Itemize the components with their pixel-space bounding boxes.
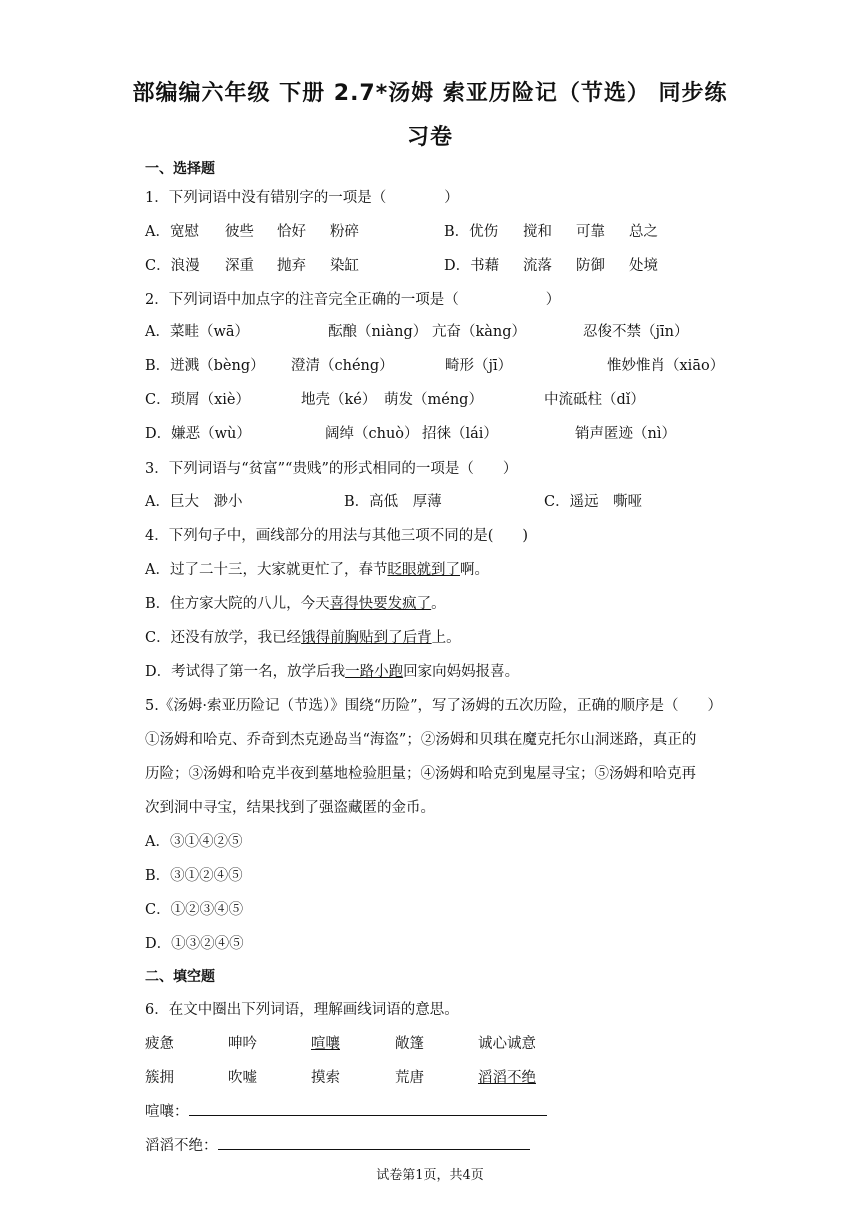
q5-option-c: C．①②③④⑤	[145, 902, 244, 918]
q6-word-8: 摸索	[311, 1070, 340, 1086]
page-footer: 试卷第1页，共4页	[376, 1168, 484, 1183]
q6-word-10-underlined: 滔滔不绝	[478, 1070, 536, 1086]
q6-word-5: 诚心诚意	[478, 1036, 536, 1052]
q6-answer-label-2: 滔滔不绝：	[145, 1138, 218, 1154]
q1-option-c-word4: 染缸	[330, 258, 359, 274]
q4-option-c-text: C．还没有放学，我已经	[145, 630, 302, 646]
q1-option-a-word2: 彼些	[225, 224, 254, 240]
q1-option-b-word4: 总之	[629, 224, 658, 240]
q2-option-b-item3: 畸形（jī）	[445, 358, 513, 374]
q2-option-b-item1: B．迸溅（bèng）	[145, 358, 265, 374]
q2-option-c-item4: 中流砥柱（dǐ）	[544, 392, 645, 408]
q2-option-a-item3: 亢奋（kàng）	[432, 324, 527, 340]
q5-passage-line3: 次到洞中寻宝，结果找到了强盗藏匿的金币。	[145, 800, 435, 816]
section-heading-choice: 一、选择题	[145, 161, 215, 177]
q4-option-a-tail: 啊。	[459, 562, 489, 578]
q2-option-c-item2: 地壳（ké）	[301, 392, 377, 408]
q6-word-3-underlined: 喧嚷	[311, 1036, 340, 1052]
q1-option-a-word1: A．宽慰	[145, 224, 199, 240]
question-3-stem: 3．下列词语与“贫富”“贵贱”的形式相同的一项是（ ）	[145, 461, 518, 477]
q6-word-1: 疲惫	[145, 1036, 174, 1052]
q4-option-a-text: A．过了二十三，大家就更忙了，春节	[145, 562, 388, 578]
q1-option-c-word3: 抛弃	[277, 258, 306, 274]
q4-option-b-text: B．住方家大院的八儿，今天	[145, 596, 330, 612]
q1-option-d-word4: 处境	[629, 258, 658, 274]
q4-option-d-underlined: 一路小跑	[345, 664, 404, 680]
q6-answer-row-1	[145, 1100, 547, 1121]
question-1-stem: 1．下列词语中没有错别字的一项是（ ）	[145, 190, 459, 206]
q5-option-a: A．③①④②⑤	[145, 834, 243, 850]
q1-option-a-word4: 粉碎	[330, 224, 359, 240]
q6-word-7: 吹嘘	[228, 1070, 257, 1086]
q4-option-a	[145, 558, 489, 579]
q2-option-a-item4: 忍俊不禁（jīn）	[583, 324, 689, 340]
q2-option-b-item4: 惟妙惟肖（xiāo）	[607, 358, 725, 374]
q4-option-b-tail: 。	[431, 596, 446, 612]
q1-option-d-word2: 流落	[523, 258, 552, 274]
q4-option-c	[145, 626, 461, 647]
q4-option-d-tail: 回家向妈妈报喜。	[403, 664, 520, 680]
q3-option-b: B．高低 厚薄	[344, 494, 442, 510]
q1-option-c-word2: 深重	[225, 258, 254, 274]
q2-option-d-item2: 阔绰（chuò）	[325, 426, 419, 442]
q1-option-b-word2: 搅和	[523, 224, 552, 240]
q2-option-c-item3: 萌发（méng）	[384, 392, 483, 408]
page-title-line2: 习卷	[406, 125, 453, 150]
q4-option-c-underlined: 饿得前胸贴到了后背	[301, 630, 432, 646]
question-6-stem: 6．在文中圈出下列词语，理解画线词语的意思。	[145, 1002, 459, 1018]
q6-word-2: 呻吟	[228, 1036, 257, 1052]
q4-option-d	[145, 660, 519, 681]
section-heading-fill: 二、填空题	[145, 969, 215, 985]
q4-option-b-underlined: 喜得快要发疯了	[329, 596, 432, 612]
question-4-stem: 4．下列句子中，画线部分的用法与其他三项不同的是( )	[145, 528, 529, 544]
q6-answer-row-2	[145, 1134, 530, 1155]
q3-option-c: C．遥远 嘶哑	[544, 494, 643, 510]
q5-passage-line2: 历险；③汤姆和哈克半夜到墓地检验胆量；④汤姆和哈克到鬼屋寻宝；⑤汤姆和哈克再	[145, 766, 696, 782]
q2-option-d-item1: D．嫌恶（wù）	[145, 426, 251, 442]
q2-option-d-item4: 销声匿迹（nì）	[575, 426, 676, 442]
page-title-line1: 部编编六年级 下册 2.7*汤姆 索亚历险记（节选） 同步练	[132, 81, 728, 106]
q6-answer-blank-1[interactable]	[189, 1101, 547, 1116]
q3-option-a: A．巨大 渺小	[145, 494, 243, 510]
question-2-stem: 2．下列词语中加点字的注音完全正确的一项是（ ）	[145, 292, 561, 308]
q1-option-c-word1: C．浪漫	[145, 258, 200, 274]
q1-option-d-word1: D．书藉	[444, 258, 500, 274]
q1-option-d-word3: 防御	[576, 258, 605, 274]
q2-option-a-item2: 酝酿（niàng）	[328, 324, 428, 340]
q6-answer-label-1: 喧嚷：	[145, 1104, 189, 1120]
q5-passage-line1: ①汤姆和哈克、乔奇到杰克逊岛当“海盗”；②汤姆和贝琪在魔克托尔山洞迷路，真正的	[145, 732, 697, 748]
q6-answer-blank-2[interactable]	[218, 1135, 530, 1150]
q4-option-a-underlined: 眨眼就到了	[387, 562, 460, 578]
q6-word-4: 敞篷	[395, 1036, 424, 1052]
q4-option-b	[145, 592, 446, 613]
q6-word-9: 荒唐	[395, 1070, 424, 1086]
q4-option-c-tail: 上。	[431, 630, 461, 646]
q4-option-d-text: D．考试得了第一名，放学后我	[145, 664, 346, 680]
q2-option-c-item1: C．琐屑（xiè）	[145, 392, 250, 408]
q1-option-b-word1: B．优伤	[444, 224, 499, 240]
q5-option-d: D．①③②④⑤	[145, 936, 244, 952]
q6-word-6: 簇拥	[145, 1070, 174, 1086]
q2-option-d-item3: 招徕（lái）	[422, 426, 498, 442]
question-5-stem: 5.《汤姆·索亚历险记（节选）》围绕“历险”，写了汤姆的五次历险，正确的顺序是（ ）	[145, 698, 723, 714]
q1-option-b-word3: 可靠	[576, 224, 605, 240]
q5-option-b: B．③①②④⑤	[145, 868, 243, 884]
q2-option-a-item1: A．菜畦（wā）	[145, 324, 250, 340]
q1-option-a-word3: 恰好	[277, 224, 306, 240]
q2-option-b-item2: 澄清（chéng）	[291, 358, 394, 374]
